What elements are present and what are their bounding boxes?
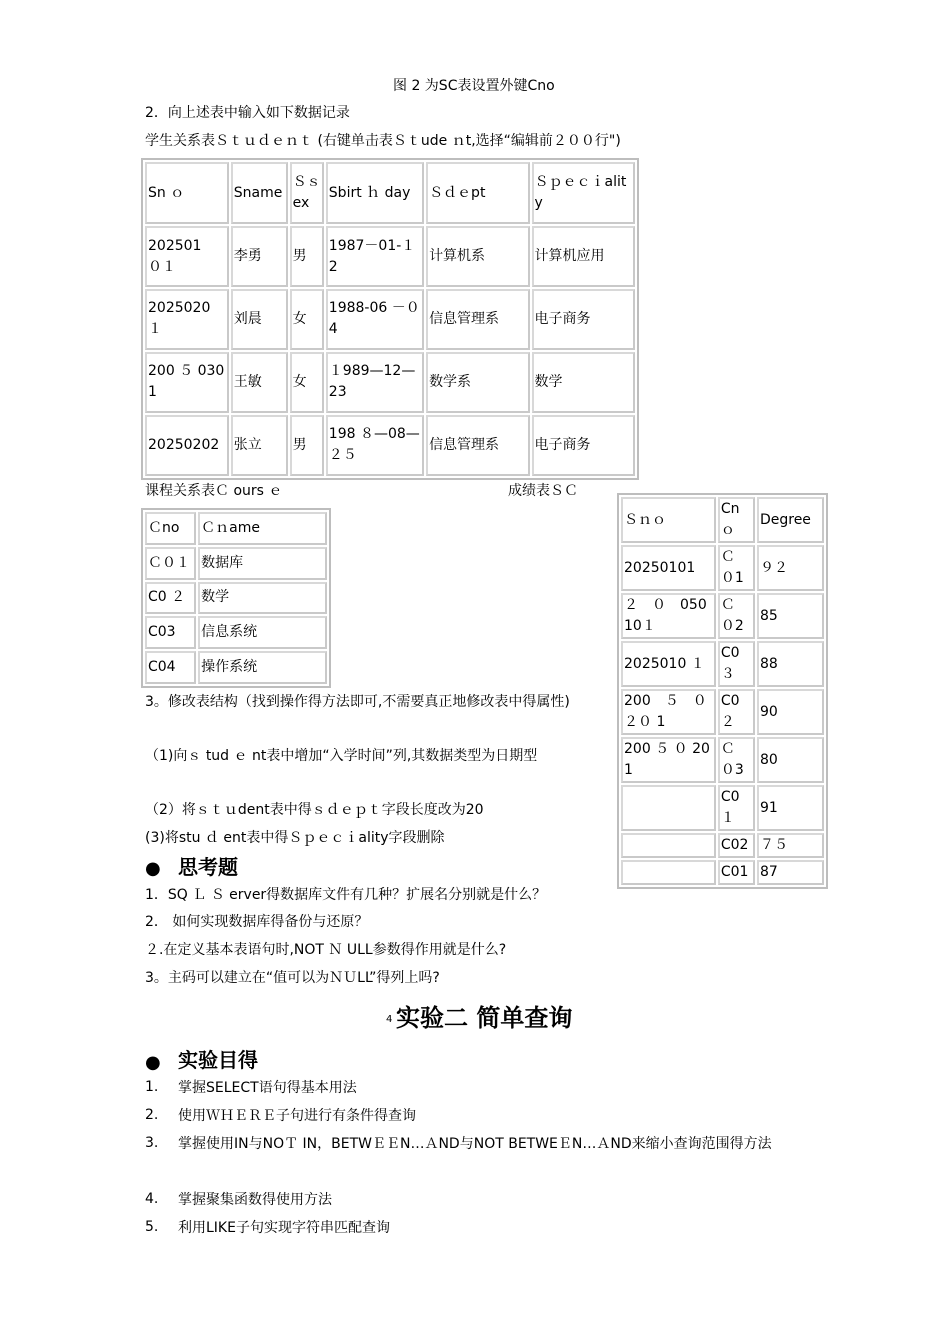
step2-text: 2．向上述表中输入如下数据记录 — [145, 105, 350, 121]
goal-text: 掌握聚集函数得使用方法 — [178, 1192, 332, 1208]
table-cell — [621, 833, 716, 858]
goal-number: 3. — [145, 1135, 159, 1151]
table-cell: 女 — [290, 289, 324, 350]
table-cell: 信息系统 — [198, 616, 327, 649]
table-cell: 电子商务 — [532, 415, 636, 476]
table-cell: 刘晨 — [231, 289, 288, 350]
table-header-row — [145, 512, 327, 545]
table-row — [621, 689, 824, 735]
table-row — [145, 651, 327, 684]
table-row — [621, 785, 824, 831]
table-header-cell: Ｓｐｅｃｉality — [532, 162, 636, 224]
table-row — [621, 860, 824, 885]
table-cell: C03 — [145, 616, 196, 649]
table-row — [145, 226, 635, 287]
table-header-row — [145, 162, 635, 224]
step3-item-3: (3)将stu ｄ ent表中得Ｓｐｅｃｉality字段删除 — [145, 830, 445, 846]
table-cell: 2025020 １ — [145, 289, 229, 350]
think-question-4: 3。主码可以建立在“值可以为ＮＵLL”得列上吗? — [145, 970, 440, 986]
table-cell: 80 — [757, 737, 824, 783]
table-header-cell: Ｓｎｏ — [621, 497, 716, 543]
goal-text: 使用ＷＨＥＲＥ子句进行有条件得查询 — [178, 1108, 416, 1124]
table-cell: C0 １ — [718, 785, 755, 831]
table-header-cell: Ｓｄｅpt — [426, 162, 529, 224]
table-cell: 198 ８—08—２５ — [326, 415, 424, 476]
goal-number: 4. — [145, 1191, 159, 1207]
goal-number: 2. — [145, 1107, 159, 1123]
table-row — [621, 545, 824, 591]
experiment-title: 实验二 简单查询 — [396, 1004, 573, 1032]
table-cell: 202501 ０１ — [145, 226, 229, 287]
table-cell: 操作系统 — [198, 651, 327, 684]
table-header-cell: Sname — [231, 162, 288, 224]
table-cell: C02 — [718, 833, 755, 858]
table-row — [621, 737, 824, 783]
table-cell: 2025010 １ — [621, 641, 716, 687]
table-cell: 计算机应用 — [532, 226, 636, 287]
table-cell: 1987－01-１2 — [326, 226, 424, 287]
table-cell: 1988-06 －０4 — [326, 289, 424, 350]
step3-item-1: （1)向ｓ tud ｅ nt表中增加“入学时间”列,其数据类型为日期型 — [145, 748, 538, 764]
table-cell: 200 ５ 0301 — [145, 352, 229, 413]
table-cell: Ｃ ０2 — [718, 593, 755, 639]
table-cell — [621, 785, 716, 831]
table-cell: 200 ５ ０ ２０ 1 — [621, 689, 716, 735]
figure-caption: 图 2 为SC表设置外键Cno — [393, 78, 555, 94]
table-cell: 90 — [757, 689, 824, 735]
table-cell: 数据库 — [198, 547, 327, 580]
table-row — [145, 352, 635, 413]
table-cell: Ｃ０１ — [145, 547, 196, 580]
table-header-cell: Sbirt ｈ day — [326, 162, 424, 224]
table-cell: C04 — [145, 651, 196, 684]
table-cell: 男 — [290, 415, 324, 476]
bullet-icon: ● — [145, 1052, 161, 1073]
table-row — [621, 833, 824, 858]
sc-table — [617, 493, 828, 889]
table-cell: 200 ５ ０ 201 — [621, 737, 716, 783]
table-row — [145, 415, 635, 476]
table-cell: 数学 — [532, 352, 636, 413]
table-cell: 计算机系 — [426, 226, 529, 287]
table-cell: ９２ — [757, 545, 824, 591]
table-cell: C01 — [718, 860, 755, 885]
table-cell: 张立 — [231, 415, 288, 476]
course-table — [141, 508, 331, 688]
table-row — [145, 547, 327, 580]
goal-number: 5. — [145, 1219, 159, 1235]
table-cell: 王敏 — [231, 352, 288, 413]
table-header-cell: Ｃｎame — [198, 512, 327, 545]
goal-text: 掌握使用IN与NOＴ IN，BETWＥＥN…ＡND与NOT BETWEＥN…ＡND来缩小查询范围得方法 — [178, 1136, 772, 1152]
table-cell: 88 — [757, 641, 824, 687]
table-header-cell: Cnｏ — [718, 497, 755, 543]
think-question-3: ２.在定义基本表语句时,NOT Ｎ ULL参数得作用就是什么? — [145, 942, 507, 958]
student-table-intro: 学生关系表Ｓｔｕｄｅｎｔ (右键单击表Ｓｔude ｎt,选择“编辑前２００行") — [145, 133, 621, 149]
table-cell: 电子商务 — [532, 289, 636, 350]
table-cell: 87 — [757, 860, 824, 885]
table-row — [145, 289, 635, 350]
table-header-cell: Degree — [757, 497, 824, 543]
step3-item-2: （2）将ｓｔｕdent表中得ｓｄｅｐｔ字段长度改为20 — [145, 802, 484, 818]
table-cell: 男 — [290, 226, 324, 287]
table-row — [621, 641, 824, 687]
student-table — [141, 158, 639, 480]
table-cell: ７５ — [757, 833, 824, 858]
table-cell: 信息管理系 — [426, 289, 529, 350]
table-cell: 女 — [290, 352, 324, 413]
experiment-prefix: 4 — [386, 1014, 393, 1025]
table-header-cell: Ｓｓex — [290, 162, 324, 224]
table-cell: C0 ３ — [718, 641, 755, 687]
goal-number: 1. — [145, 1079, 159, 1095]
table-cell: ２ ０ 05010１ — [621, 593, 716, 639]
table-row — [621, 593, 824, 639]
goal-text: 掌握SELECT语句得基本用法 — [178, 1080, 357, 1096]
table-cell: 李勇 — [231, 226, 288, 287]
table-cell: 85 — [757, 593, 824, 639]
table-header-row — [621, 497, 824, 543]
table-cell: C0 ２ — [718, 689, 755, 735]
table-row — [145, 616, 327, 649]
table-header-cell: Ｃno — [145, 512, 196, 545]
table-cell: 20250101 — [621, 545, 716, 591]
table-cell: 信息管理系 — [426, 415, 529, 476]
table-cell: Ｃ ０3 — [718, 737, 755, 783]
sc-table-caption: 成绩表ＳＣ — [508, 483, 578, 499]
table-cell: C0 ２ — [145, 582, 196, 615]
goal-text: 利用LIKE子句实现字符串匹配查询 — [178, 1220, 390, 1236]
step3-title: 3。修改表结构（找到操作得方法即可,不需要真正地修改表中得属性) — [145, 694, 570, 710]
table-cell — [621, 860, 716, 885]
table-row — [145, 582, 327, 615]
table-cell: 数学系 — [426, 352, 529, 413]
table-cell: １989—12—23 — [326, 352, 424, 413]
think-question-1: 1．SQ Ｌ Ｓ erver得数据库文件有几种？扩展名分别就是什么？ — [145, 887, 547, 903]
think-question-2: 2． 如何实现数据库得备份与还原？ — [145, 914, 369, 930]
table-cell: Ｃ ０1 — [718, 545, 755, 591]
table-header-cell: Sn ｏ — [145, 162, 229, 224]
table-cell: 数学 — [198, 582, 327, 615]
bullet-icon: ● — [145, 858, 161, 879]
think-heading: 思考题 — [178, 855, 238, 879]
table-cell: 20250202 — [145, 415, 229, 476]
course-table-caption: 课程关系表Ｃ ours ｅ — [145, 483, 283, 499]
goals-heading: 实验目得 — [178, 1048, 258, 1072]
table-cell: 91 — [757, 785, 824, 831]
